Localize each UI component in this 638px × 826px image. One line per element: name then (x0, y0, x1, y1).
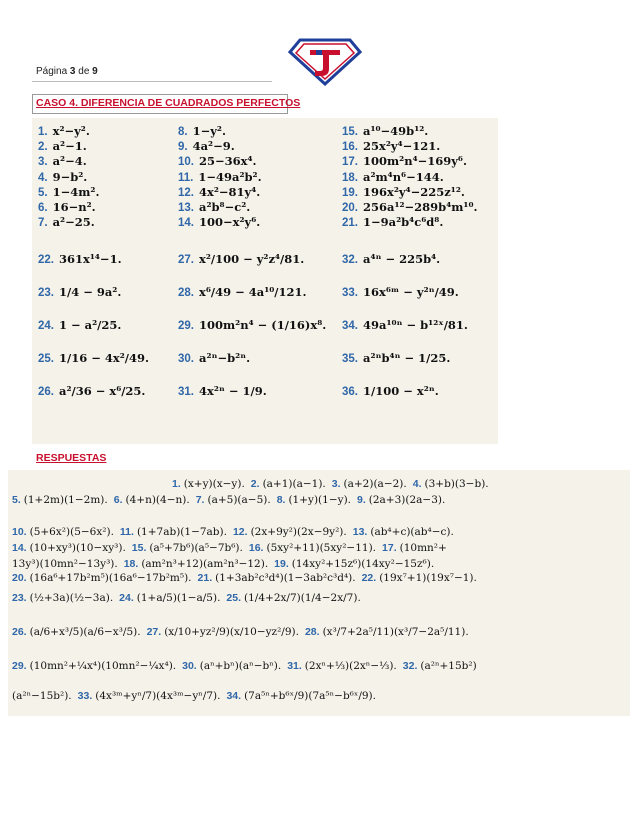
exercise-number: 34. (342, 320, 358, 332)
exercise-item (178, 200, 250, 214)
answer-number: 17. (382, 542, 397, 554)
answer-item (249, 542, 376, 554)
answer-number: 15. (131, 542, 147, 554)
exercise-number: 8. (178, 126, 188, 138)
exercise-expression: a²ⁿ−b²ⁿ. (199, 351, 251, 365)
exercise-expression: 100m²n⁴ − (1/16)x⁸. (199, 318, 327, 332)
exercise-expression: a²−4. (52, 154, 87, 169)
answer-item (413, 478, 489, 490)
exercise-number: 29. (178, 320, 194, 332)
answer-number: 29. (12, 660, 27, 672)
answer-number: 2. (250, 478, 260, 490)
exercise-item (38, 200, 96, 214)
answer-number: 30. (182, 660, 197, 672)
answer-text: (a+2)(a−2). (343, 478, 407, 490)
answer-number: 28. (304, 626, 320, 638)
exercise-item (38, 285, 121, 299)
exercise-expression: 9−b². (52, 169, 88, 184)
answer-text: (a⁵+7b⁶)(a⁵−7b⁶). (149, 542, 243, 554)
answer-item (12, 526, 114, 538)
answer-text: (am²n³+12)(am²n³−12). (141, 558, 269, 570)
exercise-item (38, 185, 99, 199)
answer-text: (x/10+yz²/9)(x/10−yz²/9). (164, 626, 299, 638)
exercise-expression: 100−x²y⁶. (199, 215, 261, 230)
exercise-number: 3. (38, 156, 48, 169)
exercise-number: 11. (178, 171, 194, 184)
exercise-item (342, 170, 444, 184)
exercise-expression: 16x⁶ᵐ − y²ⁿ/49. (363, 285, 459, 299)
exercise-expression: 49a¹⁰ⁿ − b¹²ˣ/81. (363, 318, 468, 332)
answer-item (362, 572, 477, 584)
exercise-item (38, 215, 95, 229)
page-of: de (78, 66, 90, 77)
answer-number: 7. (195, 494, 205, 506)
answer-number: 14. (12, 542, 27, 554)
answer-text: (14xy²+15z⁶)(14xy²−15z⁶). (291, 558, 435, 570)
answer-number: 20. (12, 572, 27, 584)
answer-text: (10mn²+¼x⁴)(10mn²−¼x⁴). (29, 660, 177, 672)
exercise-expression: 1−9a²b⁴c⁶d⁸. (363, 215, 444, 230)
answer-item (382, 542, 447, 554)
exercise-item (38, 124, 90, 138)
answer-number: 31. (287, 660, 302, 672)
answer-item (196, 494, 271, 506)
answer-text: 13y³)(10mn²−13y³). (12, 558, 118, 570)
exercise-item (38, 139, 87, 153)
answer-text: (2a+3)(2a−3). (368, 494, 446, 506)
exercise-expression: a²−25. (52, 215, 95, 230)
exercise-number: 15. (342, 126, 358, 138)
exercise-item (342, 215, 443, 229)
answer-text: (a²ⁿ−15b²). (12, 690, 72, 702)
exercise-item (342, 351, 450, 365)
answer-row (12, 572, 483, 584)
answer-row (172, 478, 495, 490)
exercise-item (342, 252, 440, 266)
answer-number: 27. (146, 626, 162, 638)
exercise-number: 31. (178, 386, 194, 398)
exercise-number: 28. (178, 287, 194, 299)
answer-row (12, 660, 483, 672)
answer-number: 22. (361, 572, 377, 584)
answer-text: (2x+9y²)(2x−9y²). (250, 526, 347, 538)
exercise-number: 17. (342, 156, 358, 169)
answer-item (332, 478, 407, 490)
exercise-item (178, 170, 262, 184)
answer-number: 11. (119, 526, 134, 538)
answer-text: (1/4+2x/7)(1/4−2x/7). (244, 592, 361, 604)
exercise-item (342, 285, 459, 299)
answer-item (78, 690, 221, 702)
exercise-expression: 256a¹²−289b⁴m¹⁰. (363, 200, 478, 214)
exercise-item (342, 318, 468, 332)
answer-number: 3. (331, 478, 341, 490)
exercise-item (342, 124, 428, 138)
exercise-expression: 196x²y⁴−225z¹². (363, 184, 465, 199)
answer-number: 32. (402, 660, 418, 672)
answer-item (198, 572, 356, 584)
exercise-expression: a¹⁰−49b¹². (363, 124, 429, 138)
answer-item (120, 526, 227, 538)
answer-item (12, 592, 113, 604)
exercise-item (178, 318, 326, 332)
answer-number: 34. (226, 690, 242, 702)
answer-number: 6. (113, 494, 123, 506)
answer-text: (4+n)(4−n). (125, 494, 190, 506)
answer-item (12, 660, 176, 672)
answer-text: (1+3ab²c³d⁴)(1−3ab²c³d⁴). (215, 572, 356, 584)
exercise-number: 16. (342, 141, 358, 154)
answer-text: (a/6+x³/5)(a/6−x³/5). (29, 626, 141, 638)
exercise-number: 9. (178, 141, 188, 154)
logo-shield-icon (288, 36, 362, 86)
answer-item (12, 690, 72, 702)
exercise-number: 21. (342, 217, 358, 230)
exercise-number: 24. (38, 320, 54, 332)
page-indicator (36, 66, 98, 77)
exercise-item (38, 154, 87, 168)
exercise-number: 12. (178, 186, 194, 199)
exercise-number: 25. (38, 353, 54, 365)
answer-number: 25. (226, 592, 242, 604)
exercise-number: 10. (178, 156, 194, 169)
answer-number: 23. (12, 592, 27, 604)
exercise-number: 18. (342, 171, 358, 184)
page-total: 9 (92, 66, 98, 77)
exercise-expression: x²−y². (52, 124, 90, 138)
answer-text: (19x⁷+1)(19x⁷−1). (379, 572, 477, 584)
page-number: 3 (69, 66, 76, 77)
exercise-expression: 1/4 − 9a². (59, 285, 122, 299)
exercise-number: 7. (38, 217, 48, 230)
answer-text: (4x³ᵐ+yⁿ/7)(4x³ᵐ−yⁿ/7). (95, 690, 221, 702)
exercise-expression: 25x²y⁴−121. (363, 139, 441, 154)
answer-number: 10. (12, 526, 27, 538)
exercise-item (178, 252, 304, 266)
answer-item (403, 660, 477, 672)
exercise-item (178, 154, 257, 168)
exercise-number: 35. (342, 353, 358, 365)
answer-item (124, 558, 268, 570)
exercise-item (342, 139, 440, 153)
page-label: Página (36, 66, 68, 77)
answer-text: (1+a/5)(1−a/5). (136, 592, 221, 604)
exercise-number: 5. (38, 186, 48, 199)
exercise-item (178, 384, 267, 398)
exercise-number: 26. (38, 386, 54, 398)
exercise-expression: 16−n². (52, 200, 96, 214)
exercise-expression: 361x¹⁴−1. (59, 252, 122, 266)
answer-text: (16a⁶+17b²m⁵)(16a⁶−17b²m⁵). (29, 572, 192, 584)
answer-row (12, 494, 451, 506)
answer-number: 33. (77, 690, 93, 702)
answer-text: (aⁿ+bⁿ)(aⁿ−bⁿ). (199, 660, 282, 672)
exercise-expression: 1/16 − 4x²/49. (59, 351, 149, 365)
answer-row (12, 690, 382, 702)
exercise-expression: 100m²n⁴−169y⁶. (363, 154, 467, 169)
exercise-item (178, 285, 306, 299)
exercise-item (342, 185, 465, 199)
exercise-item (178, 351, 250, 365)
answer-row (12, 626, 475, 638)
exercise-number: 19. (342, 186, 358, 199)
answer-number: 21. (197, 572, 213, 584)
answer-number: 26. (12, 626, 27, 638)
answer-item (226, 592, 360, 604)
exercise-number: 33. (342, 287, 358, 299)
answer-row (12, 592, 367, 604)
exercise-expression: a⁴ⁿ − 225b⁴. (363, 252, 441, 266)
exercise-expression: x⁶/49 − 4a¹⁰/121. (199, 285, 307, 299)
answer-text: (x+y)(x−y). (183, 478, 245, 490)
exercise-item (38, 384, 145, 398)
answer-item (132, 542, 243, 554)
exercise-item (178, 185, 260, 199)
exercise-expression: 4a²−9. (192, 139, 235, 154)
answer-item (182, 660, 281, 672)
caso-title: CASO 4. DIFERENCIA DE CUADRADOS PERFECTOS (36, 97, 301, 109)
answer-item (287, 660, 397, 672)
answer-row (12, 542, 453, 554)
answer-item (12, 542, 126, 554)
answer-text: (a+1)(a−1). (262, 478, 326, 490)
answer-text: (1+y)(1−y). (288, 494, 351, 506)
answer-item (251, 478, 326, 490)
exercise-item (38, 252, 122, 266)
answer-text: (10+xy³)(10−xy³). (29, 542, 126, 554)
answer-number: 8. (276, 494, 286, 506)
answer-number: 19. (274, 558, 289, 570)
answer-text: (5xy²+11)(5xy²−11). (266, 542, 377, 554)
answer-text: (x³/7+2a⁵/11)(x³/7−2a⁵/11). (322, 626, 469, 638)
exercise-item (178, 139, 235, 153)
exercise-expression: a²ⁿb⁴ⁿ − 1/25. (363, 351, 451, 365)
answer-item (353, 526, 454, 538)
answer-item (274, 558, 434, 570)
exercise-item (342, 154, 467, 168)
answer-text: (2xⁿ+⅓)(2xⁿ−⅓). (304, 660, 397, 672)
exercise-number: 6. (38, 202, 48, 214)
answer-text: (a+5)(a−5). (207, 494, 271, 506)
exercise-number: 27. (178, 254, 194, 266)
exercise-expression: 25−36x⁴. (199, 154, 257, 169)
exercise-expression: a²−1. (52, 139, 87, 154)
answer-number: 1. (172, 478, 181, 490)
answer-text: (1+2m)(1−2m). (23, 494, 108, 506)
exercise-expression: x²/100 − y²z⁴/81. (199, 252, 305, 266)
exercise-expression: 1−4m². (52, 184, 100, 199)
answer-item (226, 690, 376, 702)
answer-item (12, 572, 192, 584)
answer-number: 24. (119, 592, 134, 604)
exercise-number: 1. (38, 126, 48, 138)
answer-text: (5+6x²)(5−6x²). (29, 526, 114, 538)
exercise-expression: 1/100 − x²ⁿ. (363, 384, 439, 398)
exercise-number: 14. (178, 217, 194, 230)
exercise-number: 2. (38, 141, 48, 154)
exercise-expression: 1−y². (192, 124, 226, 138)
answer-number: 13. (352, 526, 368, 538)
answer-text: (ab⁴+c)(ab⁴−c). (370, 526, 454, 538)
exercise-expression: a²b⁸−c². (199, 200, 251, 214)
answer-number: 4. (412, 478, 422, 490)
answer-row (12, 558, 440, 570)
exercise-number: 36. (342, 386, 358, 398)
answer-item (12, 626, 141, 638)
exercise-item (178, 215, 260, 229)
answer-item (233, 526, 347, 538)
answer-item (357, 494, 445, 506)
answer-text: (7a⁵ⁿ+b⁶ˣ/9)(7a⁵ⁿ−b⁶ˣ/9). (244, 690, 376, 702)
exercise-expression: 4x²−81y⁴. (199, 184, 261, 199)
answer-text: (1+7ab)(1−7ab). (136, 526, 227, 538)
answer-number: 9. (357, 494, 366, 506)
header-rule (32, 81, 272, 82)
answer-number: 5. (12, 494, 21, 506)
answer-text: (3+b)(3−b). (424, 478, 489, 490)
answer-number: 16. (248, 542, 264, 554)
exercise-item (342, 384, 439, 398)
exercise-expression: 1 − a²/25. (59, 318, 122, 332)
answer-text: (½+3a)(½−3a). (29, 592, 114, 604)
answer-item (12, 558, 118, 570)
exercise-number: 13. (178, 202, 194, 214)
exercise-item (178, 124, 226, 138)
answer-item (119, 592, 220, 604)
exercise-number: 22. (38, 254, 54, 266)
answer-item (147, 626, 299, 638)
exercise-item (38, 351, 149, 365)
answer-row (12, 526, 460, 538)
answer-item (172, 478, 245, 490)
answer-number: 18. (123, 558, 139, 570)
respuestas-title: RESPUESTAS (36, 452, 107, 464)
exercise-item (342, 200, 478, 214)
exercise-expression: 1−49a²b². (198, 169, 262, 184)
answer-text: (10mn²+ (399, 542, 447, 554)
exercise-expression: a²/36 − x⁶/25. (59, 384, 146, 398)
exercise-number: 32. (342, 254, 358, 266)
answer-text: (a²ⁿ+15b²) (420, 660, 477, 672)
answer-number: 12. (232, 526, 248, 538)
exercise-expression: 4x²ⁿ − 1/9. (199, 384, 267, 398)
exercise-item (38, 170, 87, 184)
answer-item (12, 494, 108, 506)
exercise-number: 20. (342, 202, 358, 214)
answer-item (305, 626, 469, 638)
answer-item (114, 494, 190, 506)
exercise-number: 30. (178, 353, 194, 365)
exercise-number: 23. (38, 287, 54, 299)
exercise-expression: a²m⁴n⁶−144. (363, 169, 444, 184)
exercise-item (38, 318, 121, 332)
exercise-number: 4. (38, 171, 48, 184)
answer-item (277, 494, 351, 506)
